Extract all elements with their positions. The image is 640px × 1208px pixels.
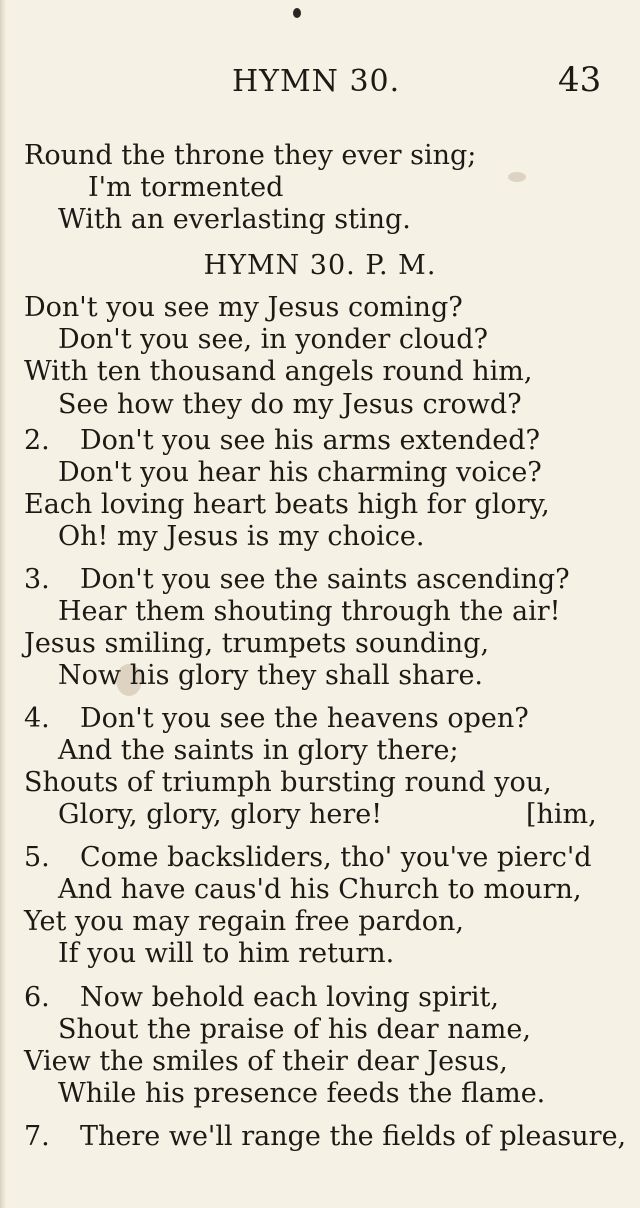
- stanza-7-line: There we'll range the fields of pleasure,: [80, 1121, 627, 1152]
- stanza-3-first-line: [24, 564, 570, 596]
- hymn-heading: HYMN 30. P. M.: [203, 250, 437, 281]
- previous-hymn-line: With an everlasting sting.: [58, 204, 411, 235]
- stanza-3-line: Don't you see the saints ascending?: [80, 564, 570, 595]
- stanza-4-line: And the saints in glory there;: [58, 735, 459, 766]
- stanza-1-line: Don't you see, in yonder cloud?: [58, 324, 489, 355]
- stanza-4-line: Glory, glory, glory here!: [58, 799, 383, 830]
- stanza-2-first-line: [24, 425, 540, 457]
- stanza-5-line: If you will to him return.: [58, 938, 395, 969]
- stanza-6-line: While his presence feeds the flame.: [58, 1078, 546, 1109]
- stanza-number: 4.: [24, 703, 50, 734]
- stanza-4-line: Don't you see the heavens open?: [80, 703, 529, 734]
- running-head: [0, 60, 640, 104]
- turnover-word: [him,: [526, 799, 597, 830]
- stanza-1-line: With ten thousand angels round him,: [24, 356, 533, 387]
- stanza-1-line: Don't you see my Jesus coming?: [24, 292, 463, 323]
- paper-stain: [508, 172, 526, 182]
- stanza-number: 2.: [24, 425, 50, 456]
- stanza-4-line: Shouts of triumph bursting round you,: [24, 767, 552, 798]
- stanza-6-line: Shout the praise of his dear name,: [58, 1014, 531, 1045]
- stanza-5-line: Yet you may regain free pardon,: [24, 906, 465, 937]
- previous-hymn-line: I'm tormented: [88, 172, 284, 203]
- ink-speck: [293, 8, 301, 18]
- stanza-4-first-line: [24, 703, 529, 735]
- stanza-2-line: Don't you hear his charming voice?: [58, 457, 542, 488]
- stanza-3-line: Jesus smiling, trumpets sounding,: [24, 628, 490, 659]
- stanza-number: 3.: [24, 564, 50, 595]
- stanza-3-line: Hear them shouting through the air!: [58, 596, 561, 627]
- stanza-2-line: Each loving heart beats high for glory,: [24, 489, 550, 520]
- stanza-2-line: Don't you see his arms extended?: [80, 425, 540, 456]
- stanza-6-first-line: [24, 982, 499, 1014]
- page-edge-shadow: [0, 0, 6, 1208]
- stanza-number: 5.: [24, 842, 50, 873]
- stanza-3-line: Now his glory they shall share.: [58, 660, 484, 691]
- stanza-6-line: View the smiles of their dear Jesus,: [24, 1046, 508, 1077]
- stanza-7-first-line: [24, 1121, 626, 1153]
- running-head-title: HYMN 30.: [232, 64, 401, 99]
- stanza-1-line: See how they do my Jesus crowd?: [58, 389, 522, 420]
- stanza-5-first-line: [24, 842, 592, 874]
- previous-hymn-line: Round the throne they ever sing;: [24, 140, 477, 171]
- page-number: 43: [558, 60, 602, 100]
- stanza-2-line: Oh! my Jesus is my choice.: [58, 521, 425, 552]
- stanza-number: 6.: [24, 982, 50, 1013]
- stanza-number: 7.: [24, 1121, 50, 1152]
- stanza-5-line: And have caus'd his Church to mourn,: [58, 874, 582, 905]
- stanza-6-line: Now behold each loving spirit,: [80, 982, 499, 1013]
- stanza-5-line: Come backsliders, tho' you've pierc'd: [80, 842, 592, 873]
